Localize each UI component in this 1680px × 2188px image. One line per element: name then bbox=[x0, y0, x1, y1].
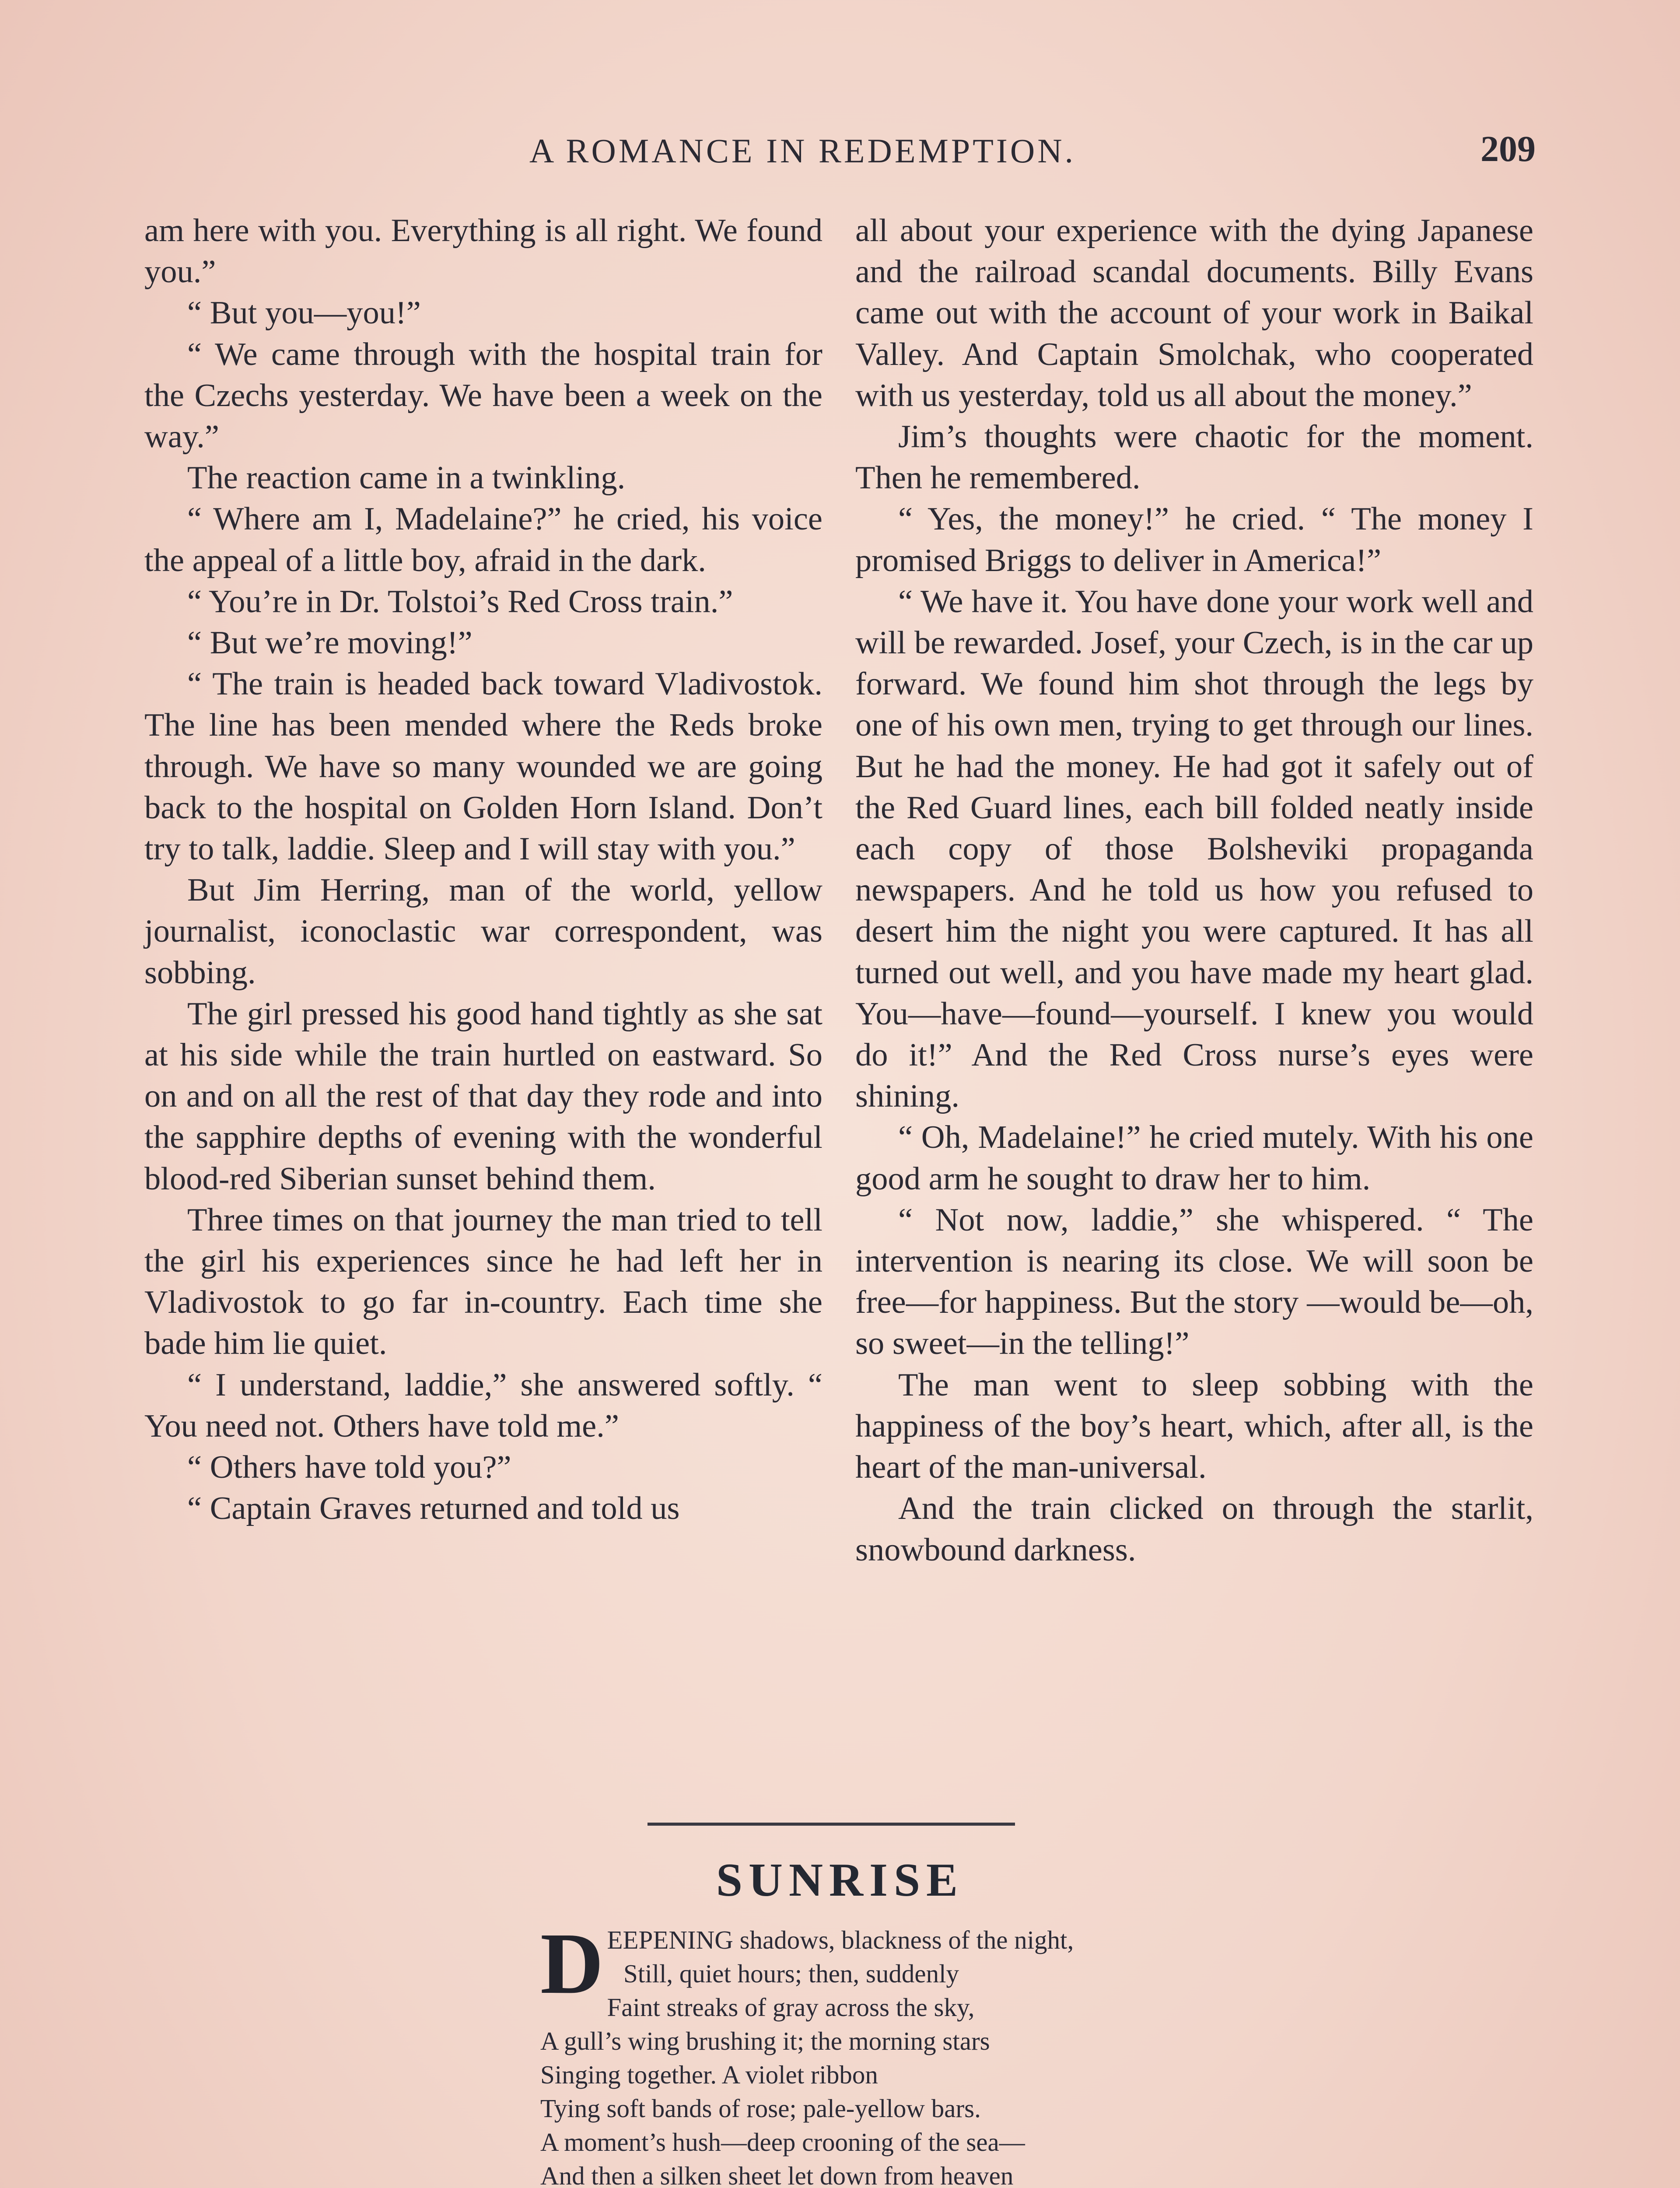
paragraph: am here with you. Everything is all right. We found you.” bbox=[144, 213, 822, 290]
poem-title: SUNRISE bbox=[716, 1854, 964, 1906]
left-text-column bbox=[144, 210, 822, 1529]
paragraph: “ But we’re moving!” bbox=[187, 625, 472, 661]
paragraph: Jim’s thoughts were chaotic for the moment. Then he remembered. bbox=[855, 419, 1533, 496]
paragraph: “ Others have told you?” bbox=[187, 1449, 511, 1486]
page-number: 209 bbox=[1480, 129, 1536, 169]
poem-body bbox=[540, 1915, 1372, 2188]
paragraph: “ We came through with the hospital train for the Czechs yesterday. We have been a week on the way.” bbox=[144, 336, 822, 455]
poem-line: EEPENING shadows, blackness of the night, bbox=[607, 1925, 1074, 1954]
paragraph: But Jim Herring, man of the world, yellow journalist, iconoclastic war correspondent, was sobbing. bbox=[144, 872, 822, 991]
paragraph: “ I understand, laddie,” she answered softly. “ You need not. Others have told me.” bbox=[144, 1367, 822, 1444]
paragraph: “ You’re in Dr. Tolstoi’s Red Cross train.” bbox=[187, 583, 733, 620]
paragraph: The man went to sleep sobbing with the happiness of the boy’s heart, which, after all, is the heart of the man-universal. bbox=[855, 1367, 1533, 1486]
poem-line: And then a silken sheet let down from heaven bbox=[540, 2161, 1014, 2188]
paragraph: “ Yes, the money!” he cried. “ The money I promised Briggs to deliver in America!” bbox=[855, 501, 1533, 579]
paragraph: The girl pressed his good hand tightly as she sat at his side while the train hurtled on eastward. So on and on all the rest of that day they rode and into the sapphire depths of evening with the wonderful blood-red Siberian sunset behind them. bbox=[144, 996, 822, 1197]
running-title: A ROMANCE IN REDEMPTION. bbox=[529, 132, 1076, 170]
poem-line: A gull’s wing brushing it; the morning stars bbox=[540, 2027, 990, 2055]
paragraph: The reaction came in a twinkling. bbox=[187, 460, 626, 496]
paragraph: “ But you—you!” bbox=[187, 295, 421, 331]
paragraph: And the train clicked on through the starlit, snowbound darkness. bbox=[855, 1490, 1533, 1568]
poem-line: Tying soft bands of rose; pale-yellow bars. bbox=[540, 2094, 981, 2123]
right-text-column bbox=[855, 210, 1533, 1571]
paragraph: “ Oh, Madelaine!” he cried mutely. With his one good arm he sought to draw her to him. bbox=[855, 1119, 1533, 1197]
poem-line: Singing together. A violet ribbon bbox=[540, 2060, 878, 2089]
paragraph: “ We have it. You have done your work well and will be rewarded. Josef, your Czech, is in the car up forward. We found him shot through the legs by one of his own men, trying to get through our lines. But he had the money. He had got it safely out of the Red Guard lines, each bill folded neatly inside each copy of those Bolsheviki propaganda newspapers. And he told us how you refused to desert him the night you were captured. It has all turned out well, and you have made my heart glad. You—have—found—yourself. I knew you would do it!” And the Red Cross nurse’s eyes were shining. bbox=[855, 583, 1533, 1115]
paragraph: “ Captain Graves returned and told us bbox=[187, 1490, 680, 1527]
running-head bbox=[0, 131, 1680, 184]
poem-line: Faint streaks of gray across the sky, bbox=[607, 1993, 975, 2022]
paragraph: “ Where am I, Madelaine?” he cried, his voice the appeal of a little boy, afraid in the dark. bbox=[144, 501, 822, 579]
drop-cap: D bbox=[540, 1915, 604, 2012]
paragraph: “ The train is headed back toward Vladivostok. The line has been mended where the Reds broke through. We have so many wounded we are going back to the hospital on Golden Horn Island. Don’t try to talk, laddie. Sleep and I will stay with you.” bbox=[144, 666, 822, 867]
paragraph: all about your experience with the dying Japanese and the railroad scandal documents. Billy Evans came out with the account of your work in Baikal Valley. And Captain Smolchak, who cooperated with us yesterday, told us all about the money.” bbox=[855, 213, 1533, 414]
poem-line: Still, quiet hours; then, suddenly bbox=[623, 1959, 959, 1988]
section-divider-rule bbox=[648, 1823, 1015, 1826]
paragraph: “ Not now, laddie,” she whispered. “ The intervention is nearing its close. We will soon be free—for happiness. But the story —would be—oh, so sweet—in the telling!” bbox=[855, 1202, 1533, 1362]
paragraph: Three times on that journey the man tried to tell the girl his experiences since he had left her in Vladivostok to go far in-country. Each time she bade him lie quiet. bbox=[144, 1202, 822, 1362]
poem-line: A moment’s hush—deep crooning of the sea— bbox=[540, 2128, 1025, 2156]
